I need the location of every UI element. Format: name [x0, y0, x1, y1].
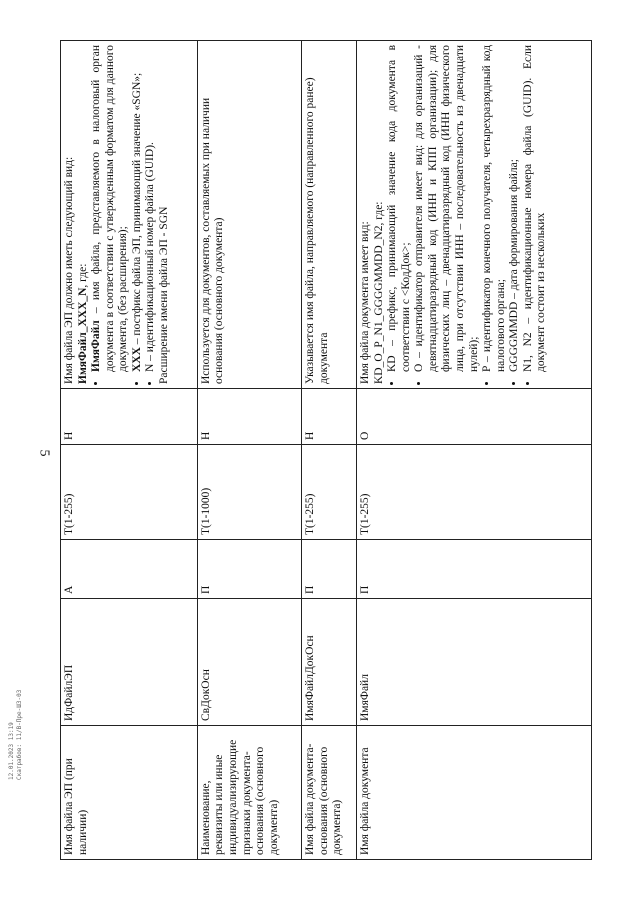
bullet-term: ИмяФайл [90, 320, 103, 372]
element-code-cell: ИмяФайл [357, 599, 592, 726]
bullet-list [90, 45, 158, 384]
description-tail: Расширение имени файла ЭП - SGN [157, 206, 170, 384]
element-code-cell: СвДокОсн [197, 599, 301, 726]
scan-stamp-line: Скатрабов: 11/В-Пре-Ш3-03 [16, 689, 23, 780]
requirement-cell: Н [197, 389, 301, 445]
type-cell: П [301, 540, 356, 599]
table-row [61, 41, 198, 860]
table-row [301, 41, 356, 860]
list-item: • N1, N2 – идентификационные номера файла (GUID). Если документ состоит из нескольких [522, 45, 549, 372]
format-cell: Т(1-1000) [197, 445, 301, 540]
field-name-cell: Наименование, реквизиты или иные индивидуализирующие признаки документа-основания (основного документа) [197, 726, 301, 860]
type-cell: П [197, 540, 301, 599]
description-intro: Имя файла ЭП должно иметь следующий вид: [63, 156, 75, 384]
rotated-page-content [60, 40, 592, 860]
field-name-cell: Имя файла документа [357, 726, 592, 860]
list-item: • KD – префикс, принимающий значение кода документа в соответствии с <КодДок>; [386, 45, 413, 372]
requirement-cell: О [357, 389, 592, 445]
file-pattern-line [373, 45, 387, 384]
format-cell: Т(1-255) [301, 445, 356, 540]
file-pattern: KD_O_P_N1_GGGGMMDD_N2 [372, 225, 385, 384]
field-name-cell: Имя файла ЭП (при наличии) [61, 726, 198, 860]
type-cell: А [61, 540, 198, 599]
bullet-text: – постфикс файла ЭП, принимающий значение «SGN»; [130, 72, 143, 348]
table-row [357, 41, 592, 860]
type-cell: П [357, 540, 592, 599]
bullet-list [386, 45, 549, 384]
description-cell [357, 41, 592, 389]
page-number: 5 [36, 449, 52, 457]
list-item: • P – идентификатор конечного получателя, четырехразрядный код налогового органа; [481, 45, 508, 372]
requirements-table [60, 40, 592, 860]
field-name-cell: Имя файла документа-основания (основного документа) [301, 726, 356, 860]
list-item [90, 45, 131, 372]
scan-stamp-line: 12.01.2023 13:19 [8, 722, 15, 780]
element-code-cell: ИдФайлЭП [61, 599, 198, 726]
description-cell [61, 41, 198, 389]
file-pattern-line [77, 45, 91, 384]
description-cell: Указывается имя файла, направляемого (направленного ранее) документа [301, 41, 356, 389]
format-cell: Т(1-255) [357, 445, 592, 540]
bullet-term: XXX [130, 347, 143, 372]
description-intro: Имя файла документа имеет вид: [359, 221, 372, 384]
list-item [144, 45, 158, 372]
format-cell: Т(1-255) [61, 445, 198, 540]
element-code-cell: ИмяФайлДокОсн [301, 599, 356, 726]
list-item [131, 45, 145, 372]
requirement-cell: Н [301, 389, 356, 445]
bullet-text: – имя файла, представляемого в налоговый орган документа в соответствии с утвержденным форматом для данного документа, (без расширения); [90, 45, 130, 372]
description-cell: Используется для документов, составляемых при наличии основания (основного документа) [197, 41, 301, 389]
file-pattern: ИмяФайл_XXX_N [76, 287, 89, 384]
file-pattern-suffix: , где: [372, 201, 385, 226]
file-pattern-suffix: , где: [76, 263, 89, 288]
bullet-text: N – идентификационный номер файла (GUID). [144, 142, 157, 372]
table-row [197, 41, 301, 860]
requirement-cell: Н [61, 389, 198, 445]
scan-stamp [8, 690, 24, 780]
list-item: • GGGGMMDD – дата формирования файла; [508, 45, 522, 372]
list-item: • O – идентификатор отправителя имеет вид: для организаций - девятнадцатиразрядный код (ИНН и КПП организации); для физических лиц – двенадцатиразрядный код (ИНН физического лица, при отсутствии ИНН – последовательность из двенадцати нулей); [413, 45, 481, 372]
